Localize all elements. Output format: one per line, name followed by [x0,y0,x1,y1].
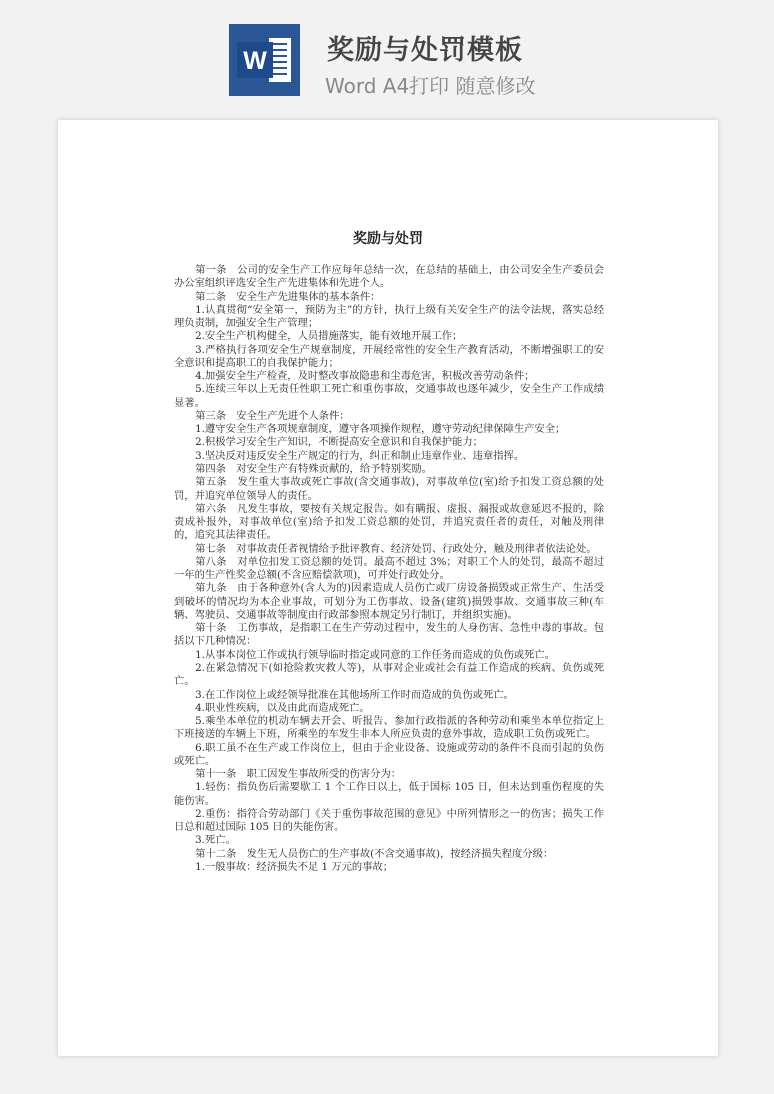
document-body [174,264,604,874]
list-item: 1.遵守安全生产各项规章制度，遵守各项操作规程，遵守劳动纪律保障生产安全； [195,423,566,436]
list-item: 2.在紧急情况下(如抢险救灾救人等)，从事对企业或社会有益工作造成的疾病、负伤或死亡。 [174,661,604,688]
list-item: 1.认真贯彻“安全第一，预防为主”的方针，执行上级有关安全生产的法令法规，落实总经理负责制，加强安全生产管理； [174,303,604,330]
list-item: 2.重伤：指符合劳动部门《关于重伤事故范围的意见》中所列情形之一的伤害；损失工作日总和超过国际 105 日的失能伤害。 [174,807,604,834]
paragraph-article-7: 第七条 对事故责任者视情给予批评教育、经济处罚、行政处分，触及刑律者依法论处。 [195,542,597,555]
paragraph-article-12: 第十二条 发生无人员伤亡的生产事故(不含交通事故)，按经济损失程度分级： [195,847,554,860]
list-item: 2.安全生产机构健全，人员措施落实，能有效地开展工作； [195,330,463,343]
document-title: 奖励与处罚 [353,231,423,247]
list-item: 6.职工虽不在生产或工作岗位上，但由于企业设备、设施或劳动的条件不良而引起的负伤或死亡。 [174,741,604,767]
paragraph-article-1: 第一条 公司的安全生产工作应每年总结一次，在总结的基础上，由公司安全生产委员会办公室组织评选安全生产先进集体和先进个人。 [174,264,604,290]
paragraph-article-8: 第八条 对单位扣发工资总额的处罚。最高不超过 3%；对职工个人的处罚，最高不超过一年的生产性奖金总额(不含应赔偿款项)，可并处行政处分。 [174,555,604,582]
list-item: 5.连续三年以上无责任性职工死亡和重伤事故，交通事故也逐年减少，安全生产工作成绩显著。 [174,383,604,409]
list-item: 1.轻伤：指负伤后需要歇工 1 个工作日以上，低于国标 105 日，但未达到重伤程度的失能伤害。 [174,781,604,807]
paragraph-article-11: 第十一条 职工因发生事故所受的伤害分为： [195,768,402,781]
list-item: 3.在工作岗位上或经领导批准在其他场所工作时而造成的负伤或死亡。 [195,688,514,701]
banner-header [0,0,774,118]
list-item: 4.职业性疾病，以及由此而造成死亡。 [195,701,370,714]
paragraph-article-3: 第三条 安全生产先进个人条件： [195,409,350,422]
list-item: 3.坚决反对违反安全生产规定的行为，纠正和制止违章作业、违章指挥。 [195,449,525,462]
paragraph-article-2: 第二条 安全生产先进集体的基本条件： [195,290,381,303]
document-page [58,120,718,1056]
list-item: 2.积极学习安全生产知识，不断提高安全意识和自我保护能力； [195,436,483,449]
paragraph-article-9: 第九条 由于各种意外(含人为的)因素造成人员伤亡或厂房设备损毁或正常生产、生活受到破坏的情况均为本企业事故，可划分为工伤事故、设备(建筑)损毁事故、交通事故三种(车辆、驾驶员、交通事故等制度由行政部参照本规定另行制订，并组织实施)。 [174,582,604,621]
list-item: 3.死亡。 [195,834,236,847]
header-subtitle: Word A4打印 随意修改 [325,74,536,98]
paragraph-article-6: 第六条 凡发生事故，要按有关规定报告。如有瞒报、虚报、漏报或故意延迟不报的，除责成补报外，对事故单位(室)给予扣发工资总额的处罚，并追究责任者的责任，对触及刑律的，追究其法律责任。 [174,502,604,542]
svg-text:W: W [243,47,267,75]
list-item: 1.一般事故：经济损失不足 1 万元的事故； [195,860,394,873]
list-item: 4.加强安全生产检查，及时整改事故隐患和尘毒危害，积极改善劳动条件； [195,370,535,383]
word-document-icon [229,24,300,96]
list-item: 1.从事本岗位工作或执行领导临时指定或同意的工作任务而造成的负伤或死亡。 [195,648,556,661]
paragraph-article-10: 第十条 工伤事故，是指职工在生产劳动过程中，发生的人身伤害、急性中毒的事故。包括以下几种情况： [174,622,604,648]
list-item: 5.乘坐本单位的机动车辆去开会、听报告、参加行政指派的各种劳动和乘坐本单位指定上下班接送的车辆上下班，所乘坐的车发生非本人所应负责的意外事故，造成职工负伤或死亡。 [174,715,604,741]
paragraph-article-4: 第四条 对安全生产有特殊贡献的，给予特别奖励。 [195,462,432,475]
header-title: 奖励与处罚模板 [327,35,523,66]
list-item: 3.严格执行各项安全生产规章制度，开展经常性的安全生产教育活动，不断增强职工的安全意识和提高职工的自我保护能力； [174,343,604,369]
paragraph-article-5: 第五条 发生重大事故或死亡事故(含交通事故)，对事故单位(室)给予扣发工资总额的处罚，并追究单位领导人的责任。 [174,476,604,502]
